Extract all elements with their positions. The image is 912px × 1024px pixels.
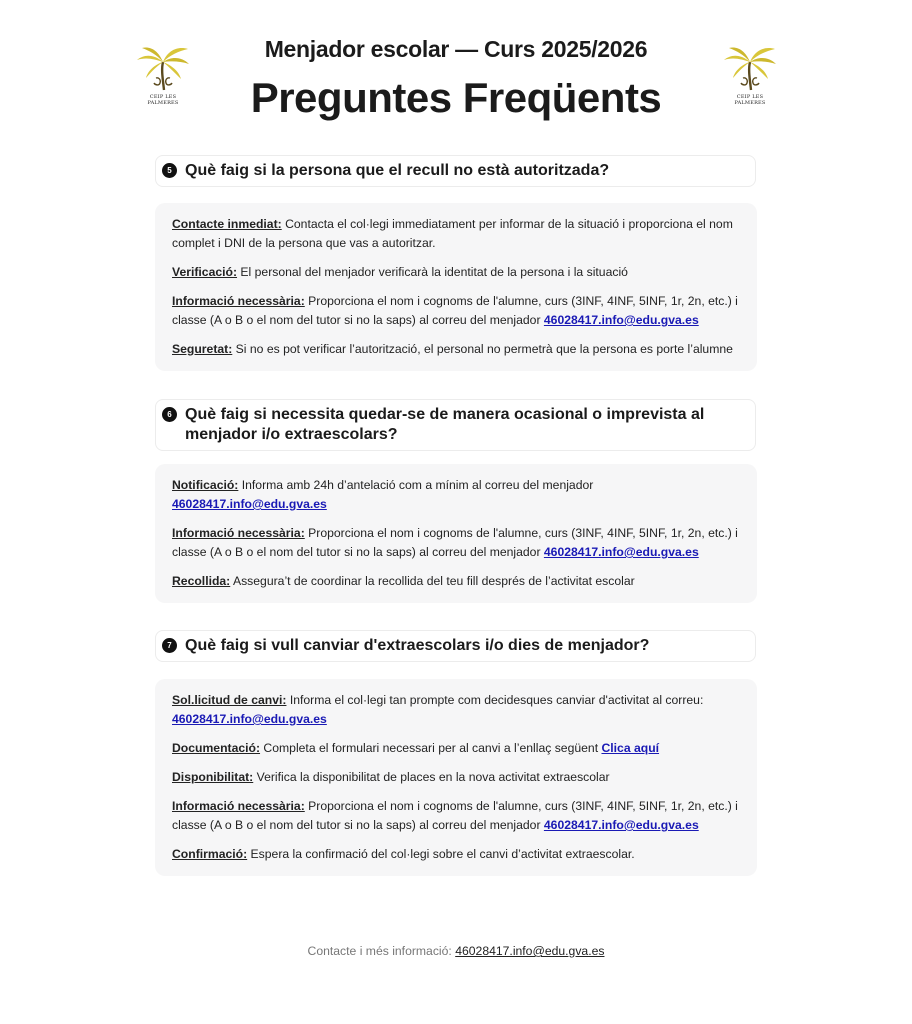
item-text: Si no es pot verificar l’autorització, el personal no permetrà que la persona es porte l’alumne	[232, 342, 733, 356]
item-label: Recollida:	[172, 574, 231, 588]
email-link[interactable]: 46028417.info@edu.gva.es	[172, 497, 327, 511]
item-text: Proporciona el nom i cognoms de l'alumne, curs (3INF, 4INF, 5INF, 1r, 2n, etc.) i classe (A o B o el nom del tutor si no la saps) al correu del menjador	[172, 526, 738, 559]
item-text: Contacta el col·legi immediatament per informar de la situació i proporciona el nom complet i DNI de la persona que vas a autoritzar.	[172, 217, 733, 250]
answer-item	[172, 691, 745, 729]
question-7-answer	[155, 679, 757, 876]
answer-item	[172, 292, 745, 330]
item-text: Proporciona el nom i cognoms de l'alumne, curs (3INF, 4INF, 5INF, 1r, 2n, etc.) i classe (A o B o el nom del tutor si no la saps) al correu del menjador	[172, 294, 738, 327]
answer-item	[172, 340, 745, 359]
item-label: Seguretat:	[172, 342, 233, 356]
item-text: El personal del menjador verificarà la identitat de la persona i la situació	[237, 265, 628, 279]
email-link[interactable]: 46028417.info@edu.gva.es	[543, 818, 699, 832]
question-5-header	[155, 155, 756, 187]
item-label: Contacte inmediat:	[172, 217, 282, 231]
item-text: Completa el formulari necessari per al canvi a l’enllaç següent	[260, 741, 602, 755]
question-6-header	[155, 399, 756, 451]
email-link[interactable]: 46028417.info@edu.gva.es	[543, 313, 699, 327]
question-title: Què faig si la persona que el recull no està autoritzada?	[185, 162, 610, 179]
item-label: Disponibilitat:	[172, 770, 254, 784]
footer-text: Contacte i més informació:	[307, 944, 456, 958]
page-title: Preguntes Freqüents	[250, 74, 662, 121]
item-label: Sol.licitud de canvi:	[172, 693, 287, 707]
email-link[interactable]: 46028417.info@edu.gva.es	[172, 712, 327, 726]
page-subtitle: Menjador escolar — Curs 2025/2026	[264, 36, 648, 62]
item-text: Assegura’t de coordinar la recollida del teu fill després de l’activitat escolar	[230, 574, 635, 588]
answer-item	[172, 476, 745, 514]
item-label: Confirmació:	[172, 847, 248, 861]
question-number-badge: 6	[162, 407, 177, 422]
item-text: Espera la confirmació del col·legi sobre el canvi d’activitat extraescolar.	[247, 847, 635, 861]
item-label: Informació necessària:	[172, 294, 305, 308]
form-link[interactable]: Clica aquí	[601, 741, 660, 755]
footer	[0, 944, 912, 958]
email-link[interactable]: 46028417.info@edu.gva.es	[543, 545, 699, 559]
item-label: Verificació:	[172, 265, 238, 279]
item-text: Verifica la disponibilitat de places en la nova activitat extraescolar	[253, 770, 610, 784]
item-text: Proporciona el nom i cognoms de l'alumne, curs (3INF, 4INF, 5INF, 1r, 2n, etc.) i classe (A o B o el nom del tutor si no la saps) al correu del menjador	[172, 799, 738, 832]
item-label: Informació necessària:	[172, 526, 305, 540]
answer-item	[172, 845, 745, 864]
answer-item	[172, 739, 745, 758]
logo-text: CEIP LES PALMERES	[734, 94, 766, 106]
item-text: Informa el col·legi tan prompte com decidesques canviar d'activitat al correu:	[286, 693, 704, 707]
item-label: Documentació:	[172, 741, 261, 755]
question-7-header	[155, 630, 756, 662]
footer-email-link[interactable]: 46028417.info@edu.gva.es	[455, 944, 605, 958]
item-label: Informació necessària:	[172, 799, 305, 813]
answer-item	[172, 768, 745, 787]
answer-item	[172, 572, 745, 591]
question-title: Què faig si necessita quedar-se de manera ocasional o imprevista al menjador i/o extraescolars?	[185, 406, 705, 443]
question-number-badge: 7	[162, 638, 177, 653]
answer-item	[172, 215, 745, 253]
item-label: Notificació:	[172, 478, 239, 492]
answer-item	[172, 524, 745, 562]
item-text: Informa amb 24h d’antelació com a mínim al correu del menjador	[238, 478, 594, 492]
logo-text: CEIP LES PALMERES	[147, 94, 179, 106]
question-6-answer	[155, 464, 757, 603]
question-5-answer	[155, 203, 757, 371]
question-title: Què faig si vull canviar d'extraescolars i/o dies de menjador?	[185, 637, 650, 654]
answer-item	[172, 797, 745, 835]
answer-item	[172, 263, 745, 282]
question-number-badge: 5	[162, 163, 177, 178]
